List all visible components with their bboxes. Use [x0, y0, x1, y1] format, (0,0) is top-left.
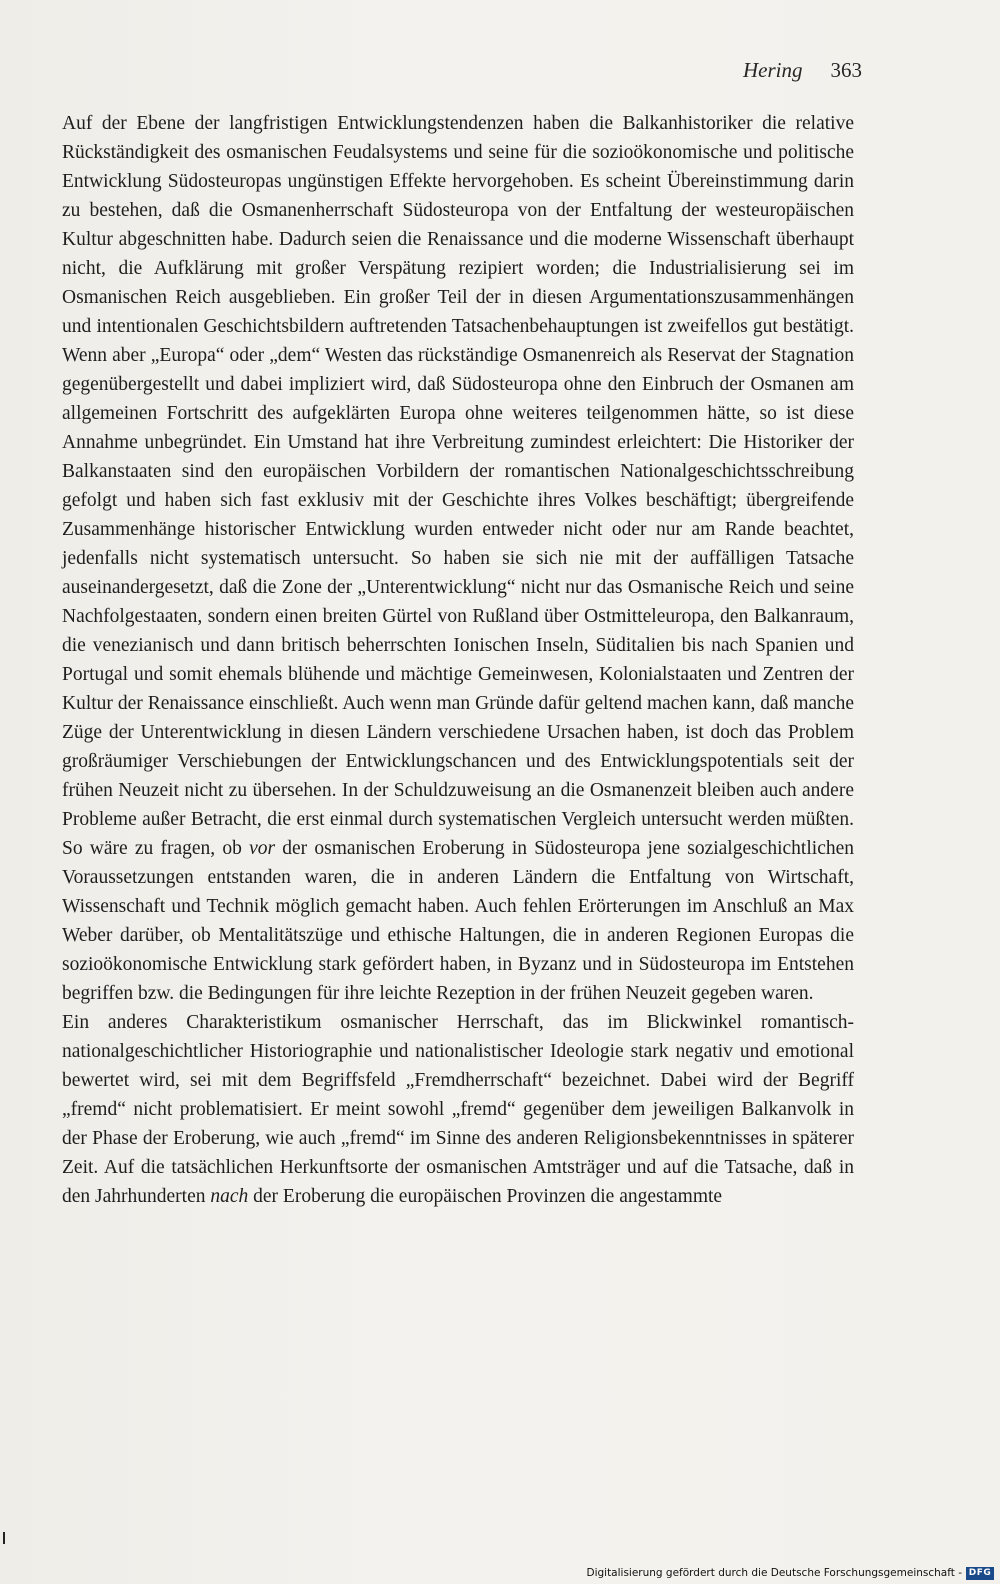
paragraph-2-emphasis: nach — [210, 1186, 249, 1207]
paragraph-1-emphasis: vor — [249, 838, 276, 859]
paragraph-1-text-b: der osmanischen Eroberung in Südosteuropa jene sozialgeschichtlichen Voraussetzungen entstanden waren, die in anderen Ländern die Entfaltung von Wirtschaft, Wissenschaft und Technik möglich gemacht haben. Auch fehlen Erörterungen im Anschluß an Max Weber darüber, ob Mentalitätszüge und ethische Haltungen, die in anderen Regionen Europas die sozioökonomische Entwicklung stark gefördert haben, in Byzanz und in Südosteuropa im Entstehen begriffen bzw. die Bedingungen für ihre leichte Rezeption in der frühen Neuzeit gegeben waren. — [62, 838, 854, 1004]
digitization-footer — [0, 1558, 1000, 1584]
paragraph-2 — [62, 1008, 854, 1211]
digitization-credit: Digitalisierung gefördert durch die Deutsche Forschungsgemeinschaft - — [586, 1567, 962, 1579]
paragraph-1-text-a: Auf der Ebene der langfristigen Entwicklungstendenzen haben die Balkanhistoriker die relative Rückständigkeit des osmanischen Feudalsystems und seine für die sozioökonomische und politische Entwicklung Südosteuropas ungünstigen Effekte hervorgehoben. Es scheint Übereinstimmung darin zu bestehen, daß die Osmanenherrschaft Südosteuropa von der Entfaltung der westeuropäischen Kultur abgeschnitten habe. Dadurch seien die Renaissance und die moderne Wissenschaft überhaupt nicht, die Aufklärung mit großer Verspätung rezipiert worden; die Industrialisierung sei im Osmanischen Reich ausgeblieben. Ein großer Teil der in diesen Argumentationszusammenhängen und intentionalen Geschichtsbildern auftretenden Tatsachenbehauptungen ist zweifellos gut bestätigt. Wenn aber „Europa“ oder „dem“ Westen das rückständige Osmanenreich als Reservat der Stagnation gegenübergestellt und dabei impliziert wird, daß Südosteuropa ohne den Einbruch der Osmanen am allgemeinen Fortschritt des aufgeklärten Europa ohne weiteres teilgenommen hätte, so ist diese Annahme unbegründet. Ein Umstand hat ihre Verbreitung zumindest erleichtert: Die Historiker der Balkanstaaten sind den europäischen Vorbildern der romantischen Nationalgeschichtsschreibung gefolgt und haben sich fast exklusiv mit der Geschichte ihres Volkes beschäftigt; übergreifende Zusammenhänge historischer Entwicklung wurden entweder nicht oder nur am Rande beachtet, jedenfalls nicht systematisch untersucht. So haben sie sich nie mit der auffälligen Tatsache auseinandergesetzt, daß die Zone der „Unterentwicklung“ nicht nur das Osmanische Reich und seine Nachfolgestaaten, sondern einen breiten Gürtel von Rußland über Ostmitteleuropa, den Balkanraum, die venezianisch und dann britisch beherrschten Ionischen Inseln, Süditalien bis nach Spanien und Portugal und somit ehemals blühende und mächtige Gemeinwesen, Kolonialstaaten und Zentren der Kultur der Renaissance einschließt. Auch wenn man Gründe dafür geltend machen kann, daß manche Züge der Unterentwicklung in diesen Ländern verschiedene Ursachen haben, ist doch das Problem großräumiger Verschiebungen der Entwicklungschancen und des Entwicklungspotentials seit der frühen Neuzeit nicht zu übersehen. In der Schuldzuweisung an die Osmanenzeit bleiben auch andere Probleme außer Betracht, die erst einmal durch systematischen Vergleich untersucht werden müßten. So wäre zu fragen, ob — [62, 113, 854, 859]
dfg-logo-icon: DFG — [966, 1567, 994, 1580]
scan-edge-mark — [3, 1532, 5, 1544]
running-head — [743, 56, 862, 84]
paragraph-2-text-a: Ein anderes Charakteristikum osmanischer Herrschaft, das im Blickwinkel romantisch-nationalgeschichtlicher Historiographie und nationalistischer Ideologie stark negativ und emotional bewertet wird, sei mit dem Begriffsfeld „Fremdherrschaft“ bezeichnet. Dabei wird der Begriff „fremd“ nicht problematisiert. Er meint sowohl „fremd“ gegenüber dem jeweiligen Balkanvolk in der Phase der Eroberung, wie auch „fremd“ im Sinne des anderen Religionsbekenntnisses in späterer Zeit. Auf die tatsächlichen Herkunftsorte der osmanischen Amtsträger und auf die Tatsache, daß in den Jahrhunderten — [62, 1012, 854, 1207]
paragraph-1 — [62, 109, 854, 1008]
body-text — [62, 109, 854, 1211]
running-head-author: Hering — [743, 58, 803, 82]
paragraph-2-text-b: der Eroberung die europäischen Provinzen die angestammte — [253, 1186, 723, 1207]
page-number: 363 — [830, 58, 862, 82]
